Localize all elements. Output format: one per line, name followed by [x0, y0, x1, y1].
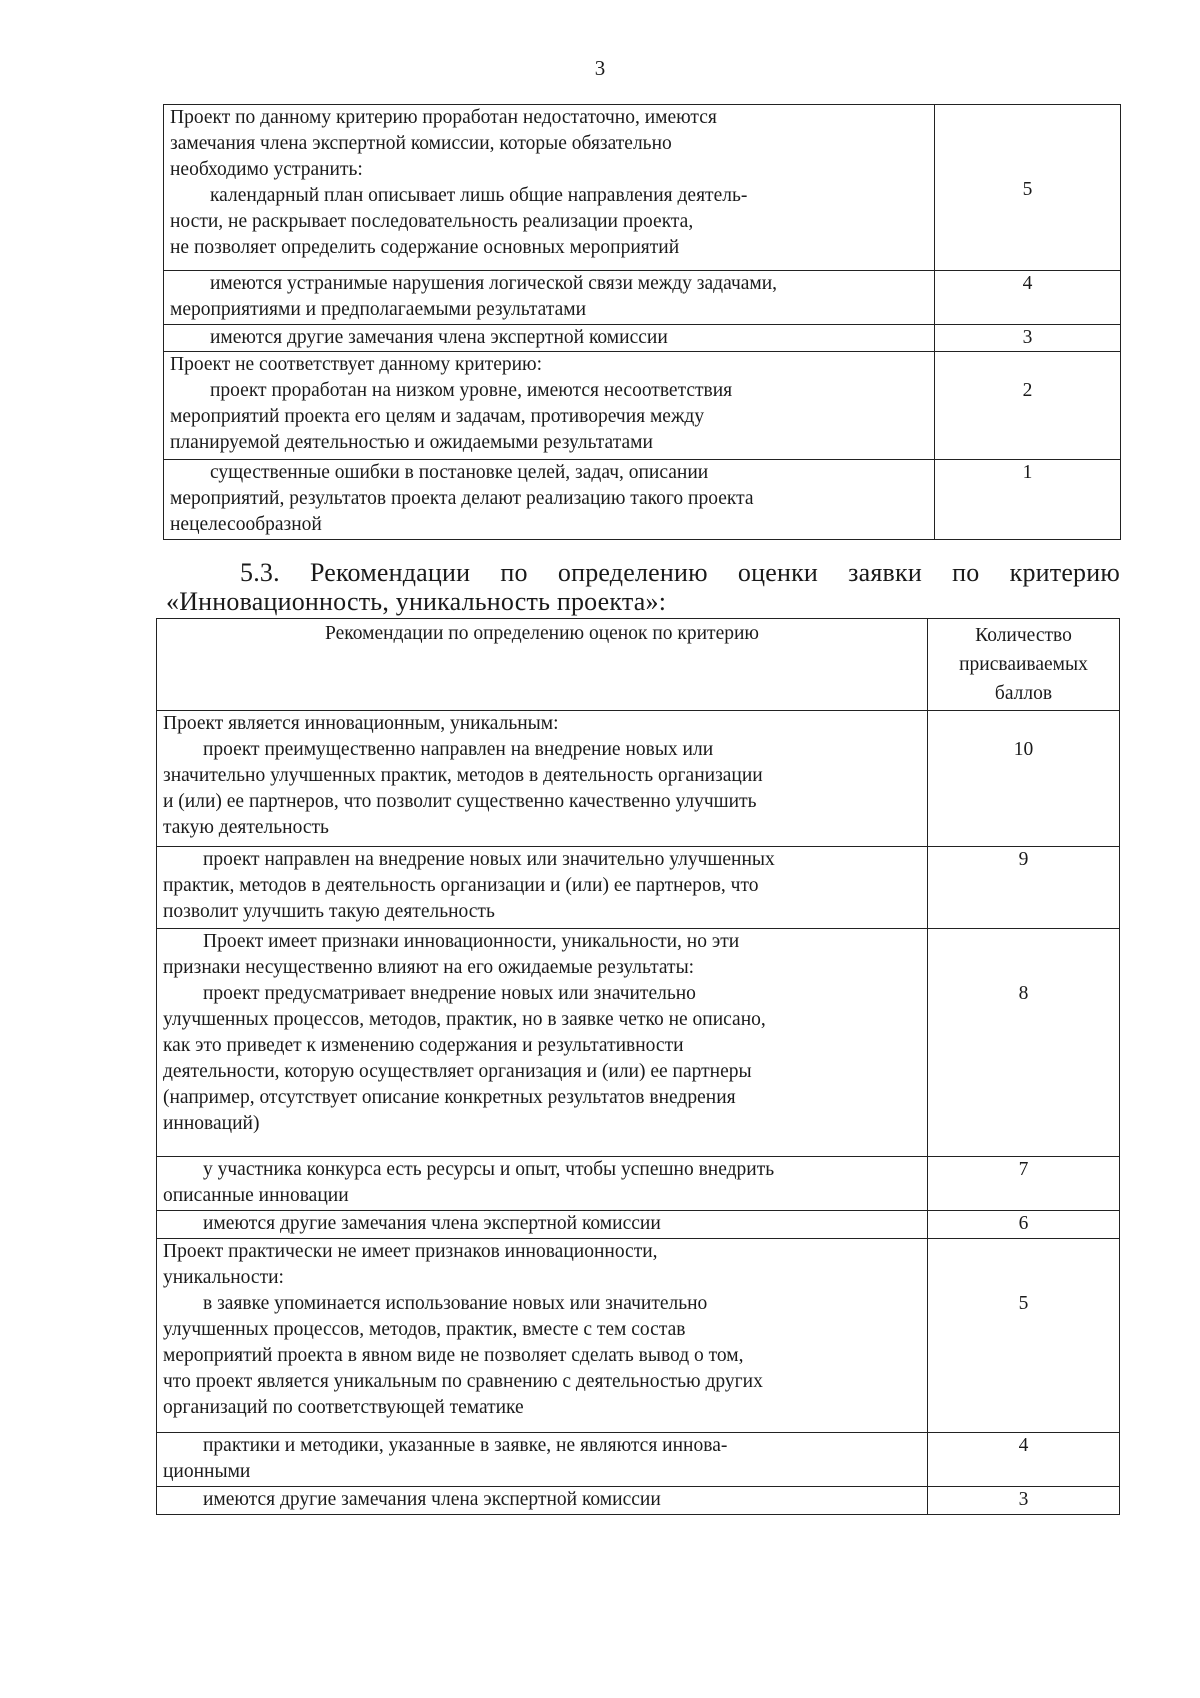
- criteria-cell: [164, 325, 935, 352]
- table-row: [164, 271, 1121, 325]
- criteria-line: необходимо устранить:: [170, 159, 363, 180]
- score-cell: 10: [928, 711, 1120, 847]
- score-cell: 7: [928, 1157, 1120, 1211]
- criteria-line: в заявке упоминается использование новых или значительно: [203, 1293, 708, 1314]
- criteria-cell: [157, 1239, 928, 1433]
- criteria-line: как это приведет к изменению содержания и результативности: [163, 1035, 684, 1056]
- table-row: [157, 929, 1120, 1157]
- table-row: [157, 847, 1120, 929]
- criteria-line: организаций по соответствующей тематике: [163, 1397, 524, 1418]
- criteria-line: инноваций): [163, 1113, 260, 1134]
- score-cell: 4: [928, 1433, 1120, 1487]
- criteria-line: проект направлен на внедрение новых или значительно улучшенных: [203, 849, 775, 870]
- criteria-line: деятельности, которую осуществляет организация и (или) ее партнеры: [163, 1061, 752, 1082]
- criteria-line: имеются другие замечания члена экспертной комиссии: [203, 1489, 661, 1510]
- criteria-table-continued: [163, 104, 1121, 540]
- header-criteria-cell: Рекомендации по определению оценок по критерию: [157, 619, 928, 711]
- criteria-cell: [164, 271, 935, 325]
- criteria-line: уникальности:: [163, 1267, 284, 1288]
- criteria-cell: [157, 1487, 928, 1515]
- criteria-line: Проект не соответствует данному критерию:: [170, 354, 543, 375]
- score-cell: 6: [928, 1211, 1120, 1239]
- innovation-criteria-table: [156, 618, 1120, 1515]
- criteria-line: планируемой деятельностью и ожидаемыми результатами: [170, 432, 653, 453]
- criteria-line: Проект является инновационным, уникальным:: [163, 713, 559, 734]
- criteria-line: проект преимущественно направлен на внедрение новых или: [203, 739, 714, 760]
- criteria-line: Проект практически не имеет признаков инновационности,: [163, 1241, 658, 1262]
- criteria-line: что проект является уникальным по сравнению с деятельностью других: [163, 1371, 763, 1392]
- criteria-line: Проект по данному критерию проработан недостаточно, имеются: [170, 107, 717, 128]
- header-score-cell: [928, 619, 1120, 711]
- criteria-line: мероприятий проекта в явном виде не позволяет сделать вывод о том,: [163, 1345, 744, 1366]
- criteria-line: описанные инновации: [163, 1185, 349, 1206]
- criteria-cell: [164, 105, 935, 271]
- criteria-line: у участника конкурса есть ресурсы и опыт, чтобы успешно внедрить: [203, 1159, 775, 1180]
- criteria-line: ности, не раскрывает последовательность реализации проекта,: [170, 211, 694, 232]
- score-cell: 5: [935, 105, 1121, 271]
- section-heading: [166, 558, 1120, 616]
- criteria-line: имеются устранимые нарушения логической связи между задачами,: [210, 273, 778, 294]
- criteria-line: (например, отсутствует описание конкретных результатов внедрения: [163, 1087, 736, 1108]
- criteria-line: имеются другие замечания члена экспертной комиссии: [203, 1213, 661, 1234]
- criteria-line: мероприятиями и предполагаемыми результатами: [170, 299, 587, 320]
- score-cell: 3: [928, 1487, 1120, 1515]
- header-score-line: Количество: [975, 625, 1072, 646]
- criteria-line: имеются другие замечания члена экспертной комиссии: [210, 327, 668, 348]
- criteria-cell: [164, 352, 935, 460]
- section-heading-line: «Инновационность, уникальность проекта»:: [166, 587, 667, 616]
- criteria-line: признаки несущественно влияют на его ожидаемые результаты:: [163, 957, 695, 978]
- criteria-cell: [157, 847, 928, 929]
- criteria-line: существенные ошибки в постановке целей, задач, описании: [210, 462, 709, 483]
- criteria-line: нецелесообразной: [170, 514, 322, 535]
- score-cell: 3: [935, 325, 1121, 352]
- criteria-line: практики и методики, указанные в заявке, не являются иннова-: [203, 1435, 728, 1456]
- criteria-line: замечания члена экспертной комиссии, которые обязательно: [170, 133, 672, 154]
- criteria-line: такую деятельность: [163, 817, 329, 838]
- criteria-line: не позволяет определить содержание основных мероприятий: [170, 237, 680, 258]
- table-row: [157, 1211, 1120, 1239]
- table-row: [157, 1157, 1120, 1211]
- score-cell: 9: [928, 847, 1120, 929]
- criteria-cell: [157, 1433, 928, 1487]
- table-row: [157, 1239, 1120, 1433]
- criteria-cell: [164, 460, 935, 540]
- header-score-line: баллов: [994, 683, 1053, 704]
- criteria-line: практик, методов в деятельность организации и (или) ее партнеров, что: [163, 875, 759, 896]
- criteria-cell: [157, 711, 928, 847]
- score-cell: 1: [935, 460, 1121, 540]
- criteria-line: мероприятий, результатов проекта делают реализацию такого проекта: [170, 488, 754, 509]
- table-row: [164, 105, 1121, 271]
- criteria-line: ционными: [163, 1461, 251, 1482]
- criteria-line: позволит улучшить такую деятельность: [163, 901, 495, 922]
- criteria-line: и (или) ее партнеров, что позволит существенно качественно улучшить: [163, 791, 757, 812]
- table-row: [164, 460, 1121, 540]
- section-heading-line: 5.3. Рекомендации по определению оценки заявки по критерию: [240, 558, 1120, 587]
- criteria-line: календарный план описывает лишь общие направления деятель-: [210, 185, 748, 206]
- table-row: [164, 325, 1121, 352]
- table-header-row: [157, 619, 1120, 711]
- header-score-line: присваиваемых: [959, 654, 1088, 675]
- criteria-cell: [157, 929, 928, 1157]
- criteria-line: значительно улучшенных практик, методов в деятельность организации: [163, 765, 763, 786]
- score-cell: 2: [935, 352, 1121, 460]
- score-cell: 5: [928, 1239, 1120, 1433]
- table-row: [157, 1433, 1120, 1487]
- criteria-line: Проект имеет признаки инновационности, уникальности, но эти: [203, 931, 740, 952]
- criteria-line: проект предусматривает внедрение новых или значительно: [203, 983, 696, 1004]
- criteria-line: проект проработан на низком уровне, имеются несоответствия: [210, 380, 733, 401]
- criteria-cell: [157, 1211, 928, 1239]
- score-cell: 4: [935, 271, 1121, 325]
- criteria-cell: [157, 1157, 928, 1211]
- criteria-line: мероприятий проекта его целям и задачам, противоречия между: [170, 406, 705, 427]
- score-cell: 8: [928, 929, 1120, 1157]
- criteria-line: улучшенных процессов, методов, практик, но в заявке четко не описано,: [163, 1009, 766, 1030]
- page-number: 3: [594, 56, 606, 80]
- table-row: [164, 352, 1121, 460]
- criteria-line: улучшенных процессов, методов, практик, вместе с тем состав: [163, 1319, 686, 1340]
- table-row: [157, 711, 1120, 847]
- table-row: [157, 1487, 1120, 1515]
